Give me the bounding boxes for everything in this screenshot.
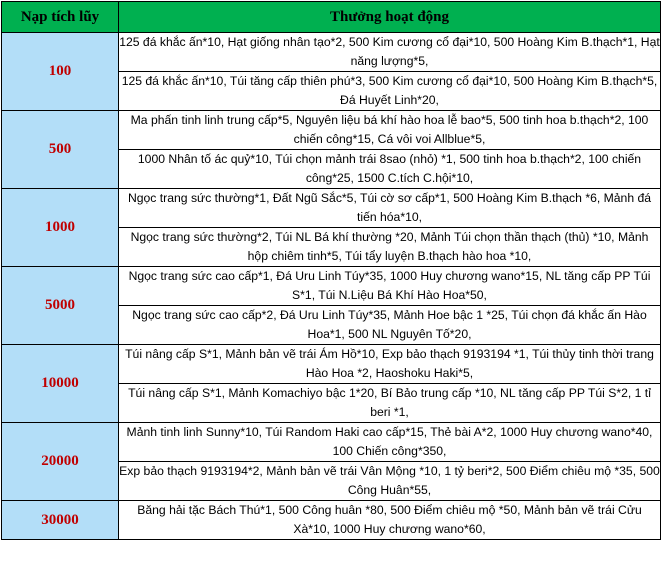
- reward-cell: 125 đá khắc ấn*10, Hạt giống nhân tạo*2, 500 Kim cương cổ đại*10, 500 Hoàng Kim B.thạch*1, Hạt năng lượng*5,: [119, 33, 661, 72]
- reward-cell: Ngọc trang sức thường*2, Túi NL Bá khí thường *20, Mảnh Túi chọn thần thạch (thủ) *10, Mảnh hộp chiêm tinh*5, Túi tẩy luyện B.thạch hào hoa *10,: [119, 228, 661, 267]
- reward-cell: Túi nâng cấp S*1, Mảnh Komachiyo bậc 1*20, Bí Bảo trung cấp *10, NL tăng cấp PP Túi S*2, 1 tỉ beri *1,: [119, 384, 661, 423]
- table-row: [2, 345, 661, 384]
- tier-amount-cell: 10000: [2, 345, 119, 423]
- table-row: [2, 423, 661, 462]
- reward-cell: 1000 Nhân tố ác quỷ*10, Túi chọn mảnh trái 8sao (nhỏ) *1, 500 tinh hoa b.thạch*2, 100 chiến công*25, 1500 C.tích C.hội*10,: [119, 150, 661, 189]
- reward-cell: Ma phấn tinh linh trung cấp*5, Nguyên liệu bá khí hào hoa lễ bao*5, 500 tinh hoa b.thạch*2, 100 chiến công*15, Cá vôi voi Allblue*5,: [119, 111, 661, 150]
- table-row: [2, 501, 661, 540]
- header-reward: Thưởng hoạt động: [119, 2, 661, 33]
- table-row: [2, 189, 661, 228]
- reward-table: [1, 1, 661, 540]
- reward-cell: Băng hải tặc Bách Thú*1, 500 Công huân *80, 500 Điểm chiêu mộ *50, Mảnh bản vẽ trái Cửu Xà*10, 1000 Huy chương wano*60,: [119, 501, 661, 540]
- table-row: [2, 33, 661, 72]
- reward-cell: 125 đá khắc ấn*10, Túi tăng cấp thiên phú*3, 500 Kim cương cổ đại*10, 500 Hoàng Kim B.thạch*5, Đá Huyết Linh*20,: [119, 72, 661, 111]
- header-tier: Nạp tích lũy: [2, 2, 119, 33]
- reward-cell: Ngọc trang sức cao cấp*2, Đá Uru Linh Túy*35, Mảnh Hoe bậc 1 *25, Túi chọn đá khắc ấn Hào Hoa*1, 500 NL Nguyên Tố*20,: [119, 306, 661, 345]
- tier-amount-cell: 500: [2, 111, 119, 189]
- tier-amount-cell: 5000: [2, 267, 119, 345]
- reward-cell: Exp bảo thạch 9193194*2, Mảnh bản vẽ trái Vân Mộng *10, 1 tỷ beri*2, 500 Điểm chiêu mộ *35, 500 Công Huân*55,: [119, 462, 661, 501]
- tier-amount-cell: 30000: [2, 501, 119, 540]
- reward-cell: Mảnh tinh linh Sunny*10, Túi Random Haki cao cấp*15, Thẻ bài A*2, 1000 Huy chương wano*40, 100 Chiến công*350,: [119, 423, 661, 462]
- table-row: [2, 111, 661, 150]
- reward-cell: Túi nâng cấp S*1, Mảnh bản vẽ trái Ám Hồ*10, Exp bảo thạch 9193194 *1, Túi thủy tinh thời trang Hào Hoa *2, Haoshoku Haki*5,: [119, 345, 661, 384]
- tier-amount-cell: 1000: [2, 189, 119, 267]
- tier-amount-cell: 100: [2, 33, 119, 111]
- reward-cell: Ngọc trang sức cao cấp*1, Đá Uru Linh Túy*35, 1000 Huy chương wano*15, NL tăng cấp PP Túi S*1, Túi N.Liệu Bá Khí Hào Hoa*50,: [119, 267, 661, 306]
- tier-amount-cell: 20000: [2, 423, 119, 501]
- reward-cell: Ngọc trang sức thường*1, Đất Ngũ Sắc*5, Túi cờ sơ cấp*1, 500 Hoàng Kim B.thạch *6, Mảnh đá tiến hóa*10,: [119, 189, 661, 228]
- table-row: [2, 267, 661, 306]
- table-header-row: [2, 2, 661, 33]
